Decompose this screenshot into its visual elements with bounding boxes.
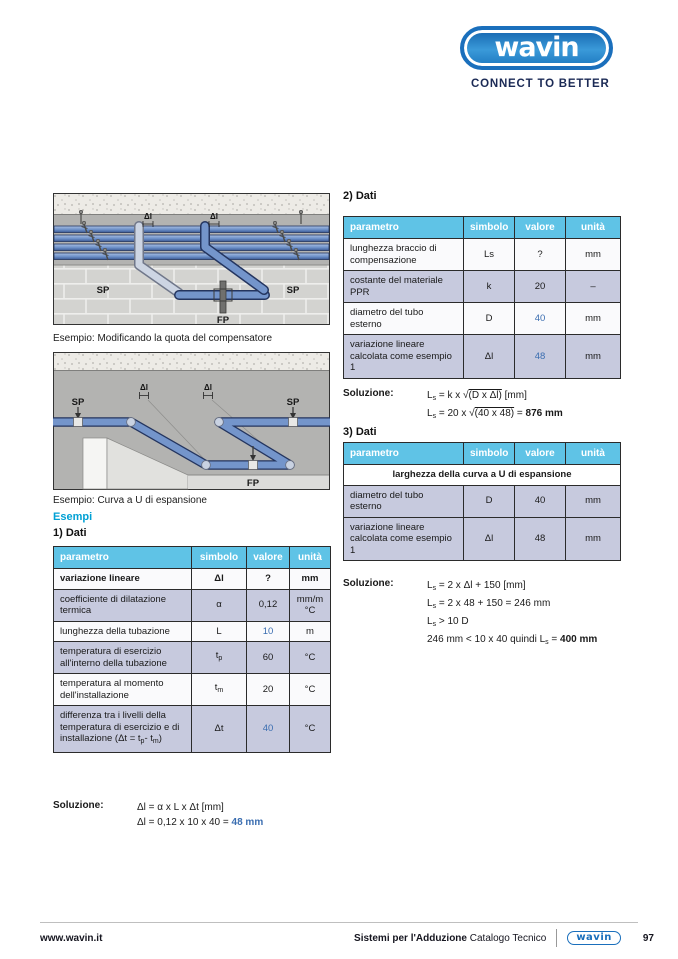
table-dati-3	[343, 442, 621, 561]
table-header-cell: valore	[247, 547, 290, 569]
svg-text:SP: SP	[71, 397, 85, 408]
table-cell: 48	[515, 517, 566, 561]
table-header-cell: simbolo	[464, 443, 515, 465]
table-cell: 40	[515, 303, 566, 335]
table-cell: α	[192, 589, 247, 621]
table-header-cell: simbolo	[464, 217, 515, 239]
table-header-cell: valore	[515, 217, 566, 239]
footer-wavin-logo: wavin	[567, 931, 621, 945]
wall-column	[83, 438, 107, 489]
diagram-u-expansion	[53, 352, 330, 490]
table-row	[344, 271, 621, 303]
table-cell: variazione lineare calcolata come esempio 1	[344, 335, 464, 379]
table-cell: 10	[247, 621, 290, 642]
table-cell: 48	[515, 335, 566, 379]
table-cell: °C	[290, 706, 331, 753]
esempi-heading: Esempi	[53, 511, 93, 523]
table-cell: mm	[566, 517, 621, 561]
table-cell: 20	[247, 674, 290, 706]
table-header-cell: unità	[566, 443, 621, 465]
formula-line: $L_s = k$ x √(D x Δl) [mm]	[427, 390, 527, 402]
table-dati-1	[53, 546, 331, 753]
table-cell: variazione lineare	[54, 569, 192, 590]
soluzione-label: Soluzione:	[53, 800, 104, 811]
fp-label: FP	[216, 315, 230, 325]
table-cell: mm	[566, 335, 621, 379]
table-cell: ?	[515, 239, 566, 271]
svg-text:Δl: Δl	[140, 383, 148, 392]
soluzione-1	[53, 800, 343, 830]
table-cell: 0,12	[247, 589, 290, 621]
footer-right	[354, 929, 654, 947]
svg-text:Δl: Δl	[204, 383, 212, 392]
formula-line: 246 mm < 10 x 40 quindi $L_s = 400$ mm	[427, 634, 598, 646]
table-cell: °C	[290, 642, 331, 674]
table-header-row	[344, 443, 621, 465]
soluzione-2	[343, 388, 633, 424]
table-cell: Δl	[192, 569, 247, 590]
soluzione-3	[343, 578, 633, 650]
table-cell: mm/m °C	[290, 589, 331, 621]
table-cell: 20	[515, 271, 566, 303]
svg-text:Δl: Δl	[210, 212, 218, 221]
table-row	[54, 621, 331, 642]
table-cell: 60	[247, 642, 290, 674]
table-header-row	[54, 547, 331, 569]
formula-line: Δl = 0,12 x 10 x 40 = 48 mm	[137, 817, 264, 828]
table-cell: 40	[515, 485, 566, 517]
concrete-ceiling	[54, 353, 329, 370]
svg-text:FP: FP	[246, 478, 260, 489]
table-cell: differenza tra i livelli della temperatura di esercizio e di installazione ($\Delta t = t_p-$ $t_m$)	[54, 706, 192, 753]
svg-text:Δl: Δl	[144, 212, 152, 221]
table-cell: k	[464, 271, 515, 303]
table-row	[54, 642, 331, 674]
formula-line: $L_s = 2$ x 48 + 150 = 246 mm	[427, 598, 551, 610]
table-row	[54, 589, 331, 621]
table-cell: Δl	[464, 517, 515, 561]
page-number: 97	[642, 932, 654, 944]
dati2-heading: 2) Dati	[343, 190, 377, 202]
table-cell: D	[464, 303, 515, 335]
logo-tagline: CONNECT TO BETTER	[471, 78, 610, 90]
soluzione-3-formulas	[427, 578, 597, 650]
dati3-heading: 3) Dati	[343, 426, 377, 438]
table-cell: lunghezza della tubazione	[54, 621, 192, 642]
diagram-compensator-quota	[53, 193, 330, 325]
table-cell: costante del materiale PPR	[344, 271, 464, 303]
table-cell: Δt	[192, 706, 247, 753]
table-row	[54, 674, 331, 706]
soluzione-1-formulas	[137, 800, 263, 830]
table-cell: variazione lineare calcolata come esempio 1	[344, 517, 464, 561]
table-header-cell: unità	[566, 217, 621, 239]
soluzione-label: Soluzione:	[343, 578, 394, 589]
table-cell: L	[192, 621, 247, 642]
table-cell: temperatura di esercizio all'interno della tubazione	[54, 642, 192, 674]
footer-url: www.wavin.it	[40, 932, 103, 944]
table-cell: mm	[566, 485, 621, 517]
table-cell: mm	[566, 303, 621, 335]
footer-series-regular: Catalogo Tecnico	[469, 932, 547, 944]
wavin-logo-text: wavin	[494, 31, 579, 63]
table-row	[344, 303, 621, 335]
table-header-cell: parametro	[344, 443, 464, 465]
footer-rule	[40, 922, 638, 923]
formula-line: $L_s = 2$ x Δl + 150 [mm]	[427, 580, 526, 592]
diagram2-caption: Esempio: Curva a U di espansione	[53, 495, 207, 506]
table-cell: Δl	[464, 335, 515, 379]
table-cell: temperatura al momento dell'installazione	[54, 674, 192, 706]
sp-label-left: SP	[96, 285, 110, 296]
concrete-ceiling	[54, 194, 329, 214]
table-cell: mm	[290, 569, 331, 590]
formula-line: Δl = α x L x Δt [mm]	[137, 802, 224, 813]
table-row	[344, 485, 621, 517]
formula-line: $L_s > 10$ D	[427, 616, 469, 628]
soluzione-2-formulas	[427, 388, 563, 424]
table-cell: $t_p$	[192, 642, 247, 674]
table-cell: mm	[566, 239, 621, 271]
dati1-heading: 1) Dati	[53, 527, 87, 539]
table-cell: 40	[247, 706, 290, 753]
soluzione-label: Soluzione:	[343, 388, 394, 399]
table-header-cell: simbolo	[192, 547, 247, 569]
svg-text:SP: SP	[286, 397, 300, 408]
formula-line: $L_s = 20$ x √(40 x 48) = 876 mm	[427, 408, 563, 420]
table-row	[54, 569, 331, 590]
wavin-logo	[460, 26, 613, 70]
sp-label-right: SP	[286, 285, 300, 296]
table-cell: m	[290, 621, 331, 642]
table-cell: °C	[290, 674, 331, 706]
footer-divider	[556, 929, 557, 947]
table-span-row	[344, 465, 621, 486]
footer-series	[354, 933, 546, 944]
table-cell: D	[464, 485, 515, 517]
table-header-cell: unità	[290, 547, 331, 569]
table-cell: lunghezza braccio di compensazione	[344, 239, 464, 271]
table-cell: –	[566, 271, 621, 303]
table-row	[344, 517, 621, 561]
table-cell: Ls	[464, 239, 515, 271]
diagram1-caption: Esempio: Modificando la quota del compensatore	[53, 333, 273, 344]
footer-series-bold: Sistemi per l'Adduzione	[354, 932, 467, 944]
table-row	[344, 335, 621, 379]
table-row	[344, 239, 621, 271]
table-header-cell: parametro	[344, 217, 464, 239]
table-span-cell: larghezza della curva a U di espansione	[344, 465, 621, 486]
table-cell: ?	[247, 569, 290, 590]
table-cell: diametro del tubo esterno	[344, 303, 464, 335]
table-dati-2	[343, 216, 621, 379]
table-header-cell: valore	[515, 443, 566, 465]
table-cell: $t_m$	[192, 674, 247, 706]
footer	[40, 929, 654, 947]
table-header-row	[344, 217, 621, 239]
table-cell: coefficiente di dilatazione termica	[54, 589, 192, 621]
table-row	[54, 706, 331, 753]
table-cell: diametro del tubo esterno	[344, 485, 464, 517]
table-header-cell: parametro	[54, 547, 192, 569]
